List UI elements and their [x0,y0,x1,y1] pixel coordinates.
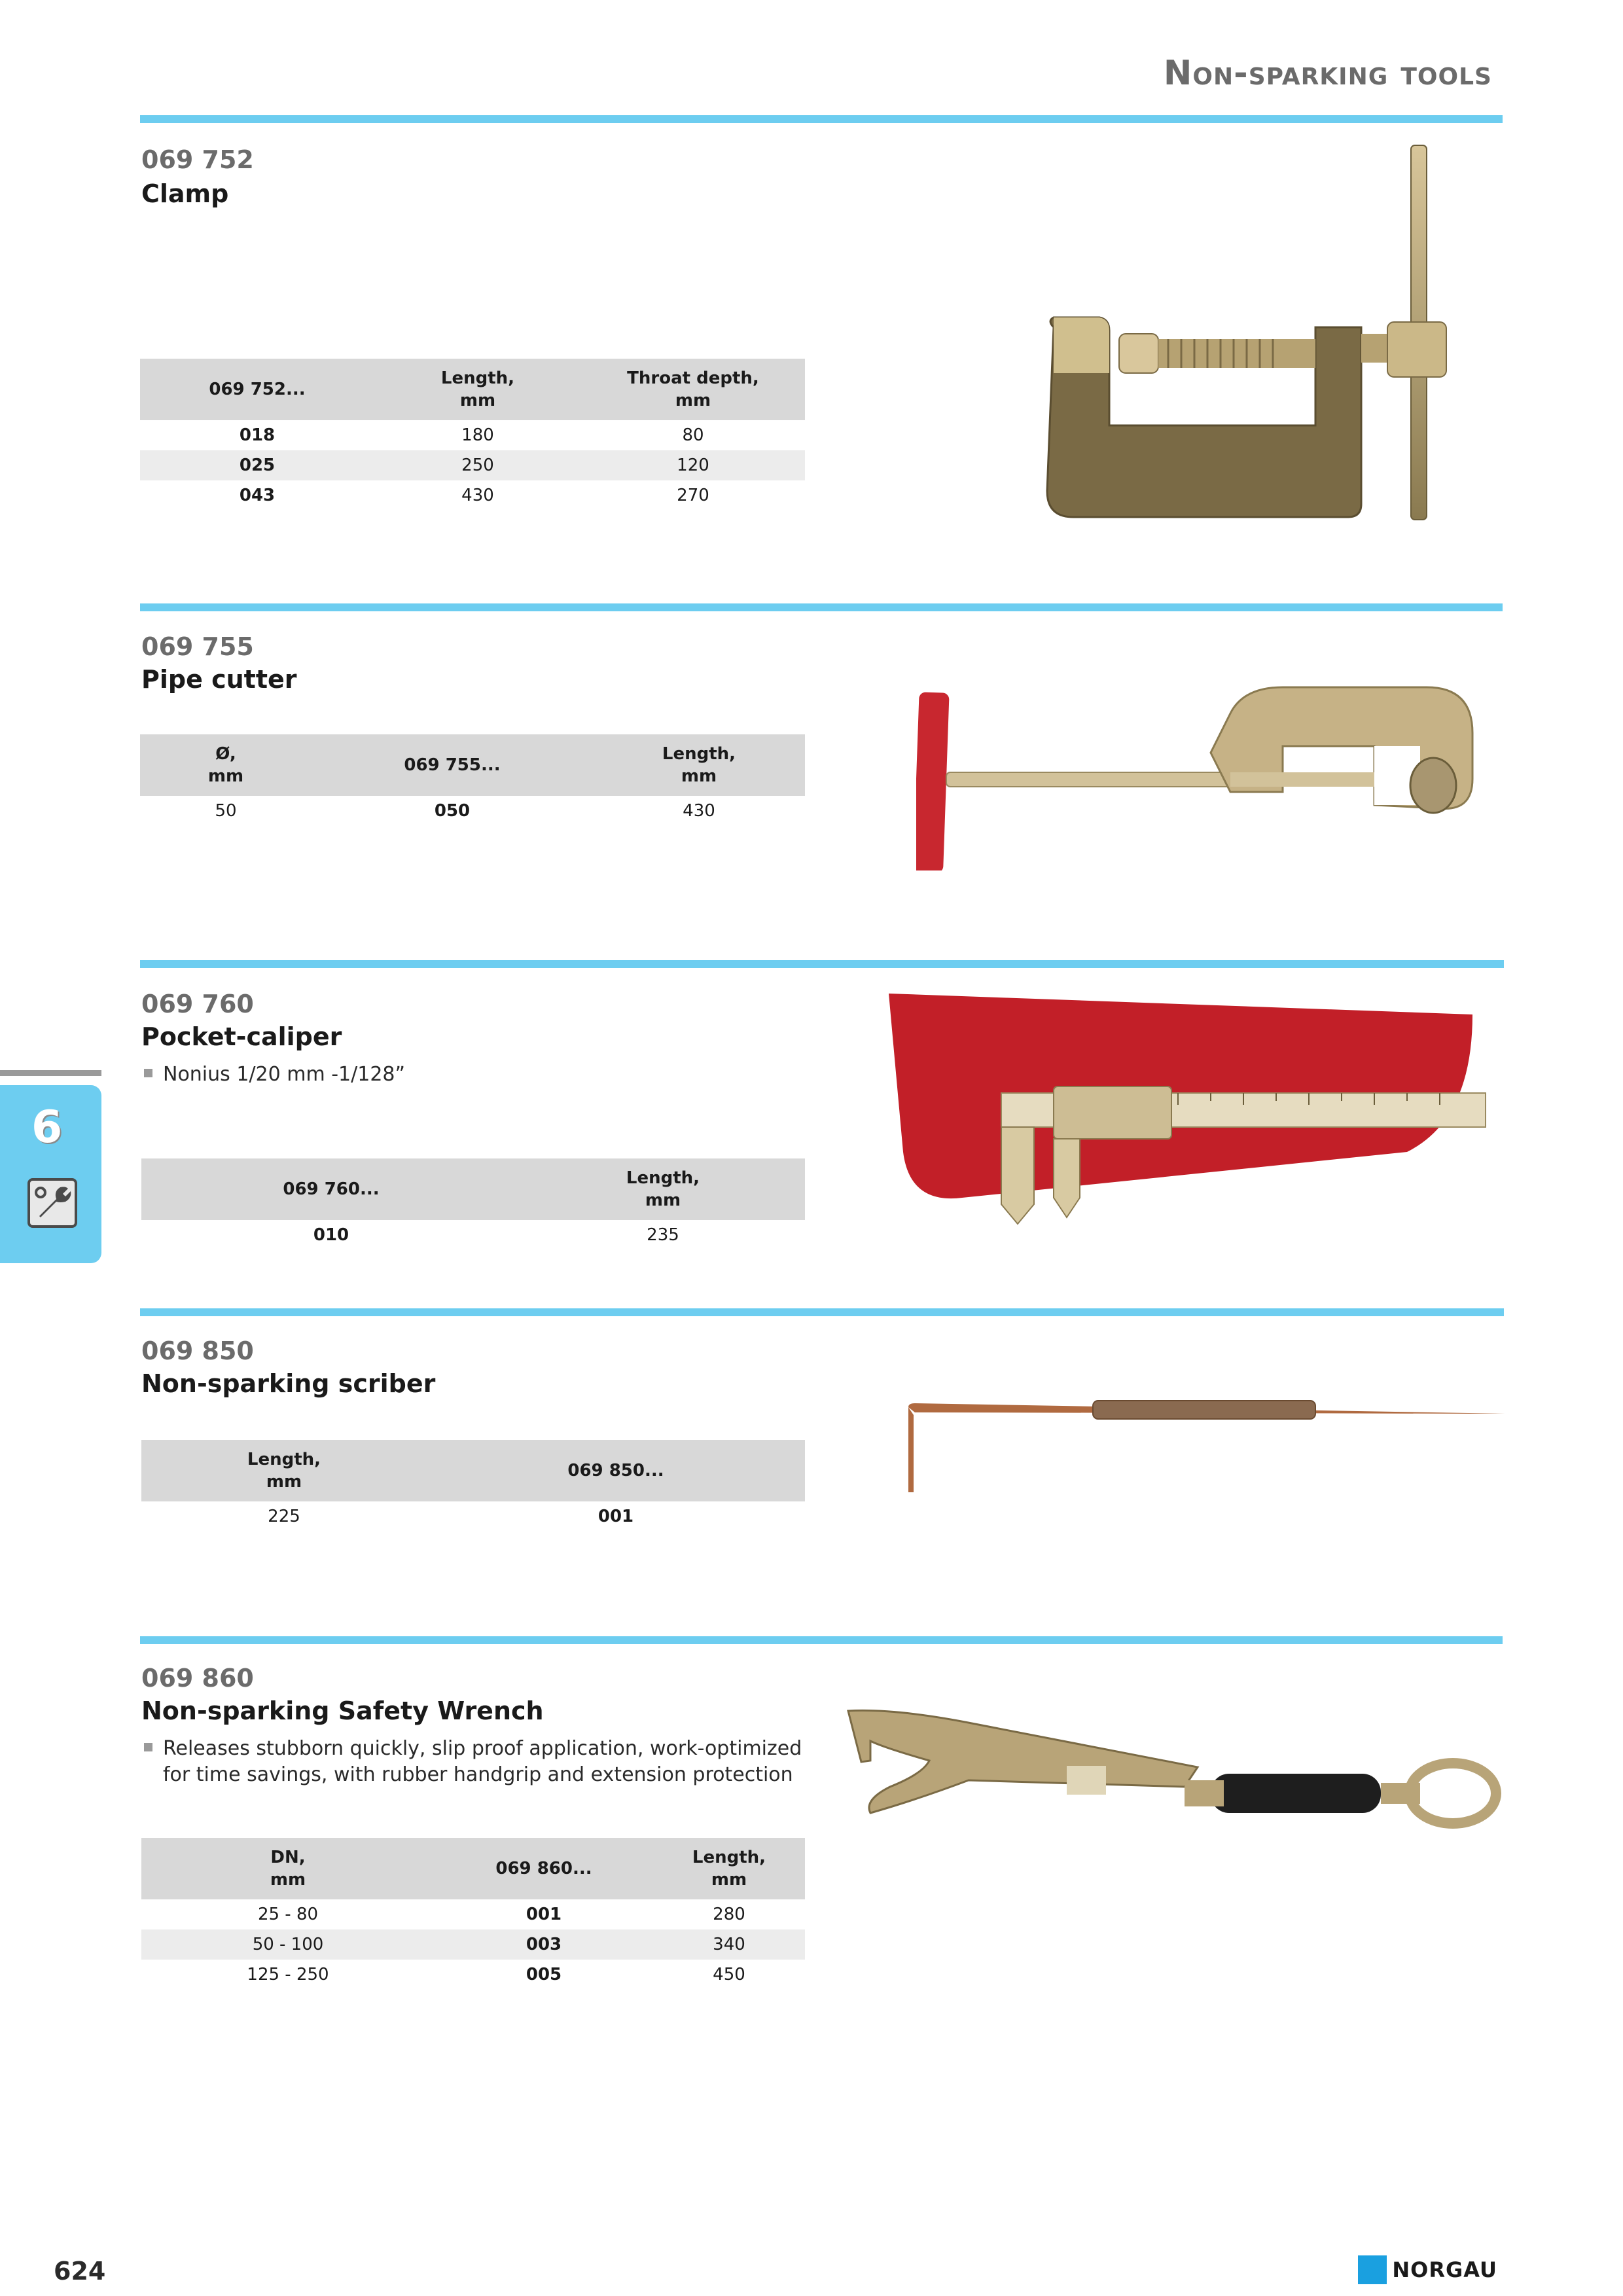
article-number: 069 850 [141,1336,254,1365]
pipe-cutter-image [916,674,1492,870]
spec-table [141,1838,805,1990]
column-header: 069 860... [435,1838,653,1899]
column-header: Ø, mm [140,734,312,796]
table-row: 50 050 430 [215,801,715,821]
product-name: Pocket-caliper [141,1022,342,1051]
table-row: 25 - 80 001 280 [257,1905,745,1924]
section-rule [140,115,1503,123]
brand-name: NORGAU [1392,2257,1497,2282]
brand-logo [1358,2255,1497,2284]
column-header: 069 850... [427,1440,805,1501]
article-number: 069 752 [141,145,254,174]
article-number: 069 760 [141,990,254,1018]
safety-wrench-image [844,1702,1505,1859]
spec-table [140,359,805,511]
chapter-number: 6 [31,1102,63,1153]
feature-bullet: Releases stubborn quickly, slip proof application, work-optimized for time savings, with rubber handgrip and extension protection [144,1736,802,1788]
column-header: Throat depth, mm [581,359,805,420]
section-rule [140,1636,1503,1644]
feature-bullet: Nonius 1/20 mm -1/128” [144,1062,405,1088]
column-header: Length, mm [374,359,581,420]
page-header-title: Non-sparking tools [1163,54,1492,93]
scriber-image [897,1394,1512,1499]
section-rule [140,960,1504,968]
brand-square [1358,2255,1387,2284]
section-rule [140,1308,1504,1316]
article-number: 069 860 [141,1664,254,1693]
column-header: 069 755... [312,734,593,796]
table-row: 018 180 80 [239,425,704,445]
column-header: 069 760... [141,1158,521,1220]
wrench-icon [27,1178,77,1228]
page-number: 624 [54,2257,106,2286]
section-rule [140,603,1503,611]
column-header: Length, mm [521,1158,805,1220]
table-row: 225 001 [268,1507,634,1526]
table-row: 125 - 250 005 450 [247,1965,745,1984]
column-header: Length, mm [653,1838,805,1899]
article-number: 069 755 [141,632,254,661]
column-header: Length, mm [593,734,805,796]
bullet-marker [144,1743,152,1751]
pocket-caliper-image [883,988,1505,1237]
table-row: 010 235 [313,1225,679,1245]
table-row: 025 250 120 [140,450,805,480]
product-name: Non-sparking scriber [141,1369,436,1398]
side-tab-divider [0,1070,101,1076]
spec-table [141,1158,805,1250]
clamp-image [1021,137,1479,530]
table-row: 043 430 270 [239,486,709,505]
spec-table [140,734,805,826]
spec-table [141,1440,805,1532]
table-row: 50 - 100 003 340 [141,1929,805,1960]
column-header: DN, mm [141,1838,435,1899]
product-name: Non-sparking Safety Wrench [141,1696,544,1725]
product-name: Clamp [141,179,229,208]
product-name: Pipe cutter [141,665,297,694]
column-header: 069 752... [140,359,374,420]
bullet-marker [144,1069,152,1077]
column-header: Length, mm [141,1440,427,1501]
